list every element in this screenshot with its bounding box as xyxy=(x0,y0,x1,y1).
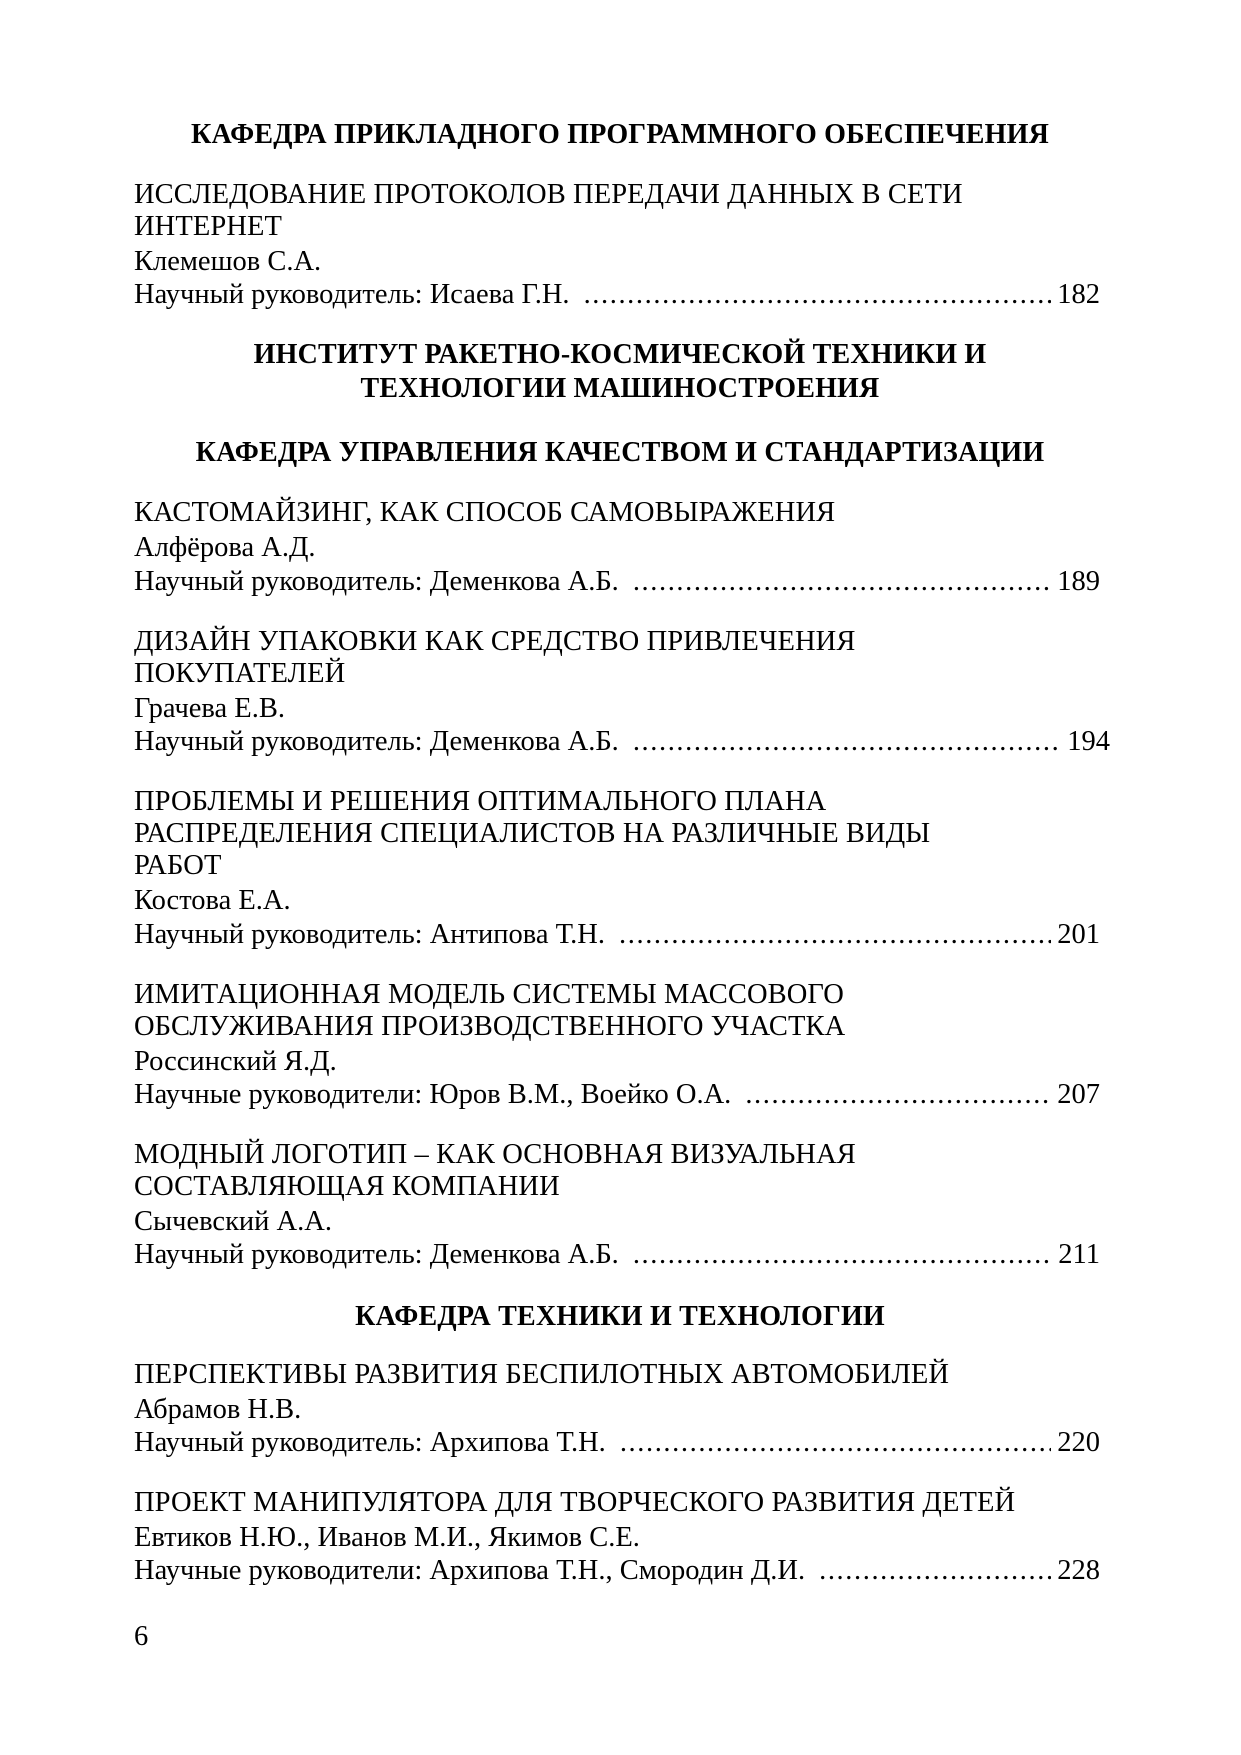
entry-title: СОСТАВЛЯЮЩАЯ КОМПАНИИ xyxy=(134,1171,560,1202)
entry-page-number: 194 xyxy=(1067,726,1110,757)
section-heading: КАФЕДРА УПРАВЛЕНИЯ КАЧЕСТВОМ И СТАНДАРТИЗАЦИИ xyxy=(195,437,1045,468)
dot-leader xyxy=(619,918,1051,951)
entry-page-number: 207 xyxy=(1057,1079,1100,1110)
entry-authors: Россинский Я.Д. xyxy=(134,1046,337,1077)
entry-title: ПРОБЛЕМЫ И РЕШЕНИЯ ОПТИМАЛЬНОГО ПЛАНА xyxy=(134,786,827,817)
institute-heading: ТЕХНОЛОГИИ МАШИНОСТРОЕНИЯ xyxy=(360,373,880,404)
entry-authors: Клемешов С.А. xyxy=(134,246,322,277)
entry-title: РАБОТ xyxy=(134,850,222,881)
dot-leader xyxy=(633,725,1061,758)
entry-page-number: 211 xyxy=(1058,1239,1100,1270)
entry-supervisor-row[interactable] xyxy=(134,1426,1100,1459)
entry-title: РАСПРЕДЕЛЕНИЯ СПЕЦИАЛИСТОВ НА РАЗЛИЧНЫЕ ВИДЫ xyxy=(134,818,931,849)
entry-title: ИССЛЕДОВАНИЕ ПРОТОКОЛОВ ПЕРЕДАЧИ ДАННЫХ В СЕТИ xyxy=(134,179,963,210)
entry-supervisor: Научный руководитель: Исаева Г.Н. xyxy=(134,279,570,310)
entry-title: ПОКУПАТЕЛЕЙ xyxy=(134,658,346,689)
entry-authors: Евтиков Н.Ю., Иванов М.И., Якимов С.Е. xyxy=(134,1522,640,1553)
dot-leader xyxy=(633,565,1051,598)
entry-authors: Костова Е.А. xyxy=(134,885,291,916)
entry-authors: Грачева Е.В. xyxy=(134,693,285,724)
entry-supervisor: Научный руководитель: Деменкова А.Б. xyxy=(134,1239,619,1270)
dot-leader xyxy=(584,278,1052,311)
entry-supervisor: Научный руководитель: Антипова Т.Н. xyxy=(134,919,606,950)
entry-page-number: 189 xyxy=(1057,566,1100,597)
entry-title: ПЕРСПЕКТИВЫ РАЗВИТИЯ БЕСПИЛОТНЫХ АВТОМОБИЛЕЙ xyxy=(134,1359,950,1390)
section-heading: КАФЕДРА ТЕХНИКИ И ТЕХНОЛОГИИ xyxy=(355,1301,885,1332)
entry-supervisor: Научный руководитель: Деменкова А.Б. xyxy=(134,726,619,757)
entry-title: ИНТЕРНЕТ xyxy=(134,211,283,242)
entry-title: ИМИТАЦИОННАЯ МОДЕЛЬ СИСТЕМЫ МАССОВОГО xyxy=(134,979,844,1010)
entry-page-number: 182 xyxy=(1057,279,1100,310)
entry-title: ОБСЛУЖИВАНИЯ ПРОИЗВОДСТВЕННОГО УЧАСТКА xyxy=(134,1011,846,1042)
page-number: 6 xyxy=(134,1621,149,1652)
entry-supervisor-row[interactable] xyxy=(134,1078,1100,1111)
entry-supervisor-row[interactable] xyxy=(134,1554,1100,1587)
entry-title: ПРОЕКТ МАНИПУЛЯТОРА ДЛЯ ТВОРЧЕСКОГО РАЗВИТИЯ ДЕТЕЙ xyxy=(134,1487,1016,1518)
dot-leader xyxy=(745,1078,1051,1111)
entry-title: МОДНЫЙ ЛОГОТИП – КАК ОСНОВНАЯ ВИЗУАЛЬНАЯ xyxy=(134,1139,856,1170)
entry-supervisor: Научные руководители: Архипова Т.Н., Смородин Д.И. xyxy=(134,1555,806,1586)
section-heading: КАФЕДРА ПРИКЛАДНОГО ПРОГРАММНОГО ОБЕСПЕЧЕНИЯ xyxy=(190,119,1050,150)
dot-leader xyxy=(620,1426,1051,1459)
entry-authors: Алфёрова А.Д. xyxy=(134,532,316,563)
entry-authors: Абрамов Н.В. xyxy=(134,1394,302,1425)
entry-authors: Сычевский А.А. xyxy=(134,1206,332,1237)
entry-title: ДИЗАЙН УПАКОВКИ КАК СРЕДСТВО ПРИВЛЕЧЕНИЯ xyxy=(134,626,856,657)
entry-supervisor-row[interactable] xyxy=(134,725,1110,758)
institute-heading: ИНСТИТУТ РАКЕТНО-КОСМИЧЕСКОЙ ТЕХНИКИ И xyxy=(253,339,987,370)
entry-supervisor-row[interactable] xyxy=(134,1238,1100,1271)
entry-title: КАСТОМАЙЗИНГ, КАК СПОСОБ САМОВЫРАЖЕНИЯ xyxy=(134,497,836,528)
entry-supervisor-row[interactable] xyxy=(134,918,1100,951)
entry-supervisor-row[interactable] xyxy=(134,278,1100,311)
entry-supervisor: Научные руководители: Юров В.М., Воейко О.А. xyxy=(134,1079,732,1110)
dot-leader xyxy=(633,1238,1052,1271)
dot-leader xyxy=(819,1554,1051,1587)
entry-supervisor: Научный руководитель: Архипова Т.Н. xyxy=(134,1427,606,1458)
entry-page-number: 201 xyxy=(1057,919,1100,950)
entry-page-number: 228 xyxy=(1057,1555,1100,1586)
entry-supervisor: Научный руководитель: Деменкова А.Б. xyxy=(134,566,619,597)
entry-supervisor-row[interactable] xyxy=(134,565,1100,598)
entry-page-number: 220 xyxy=(1057,1427,1100,1458)
